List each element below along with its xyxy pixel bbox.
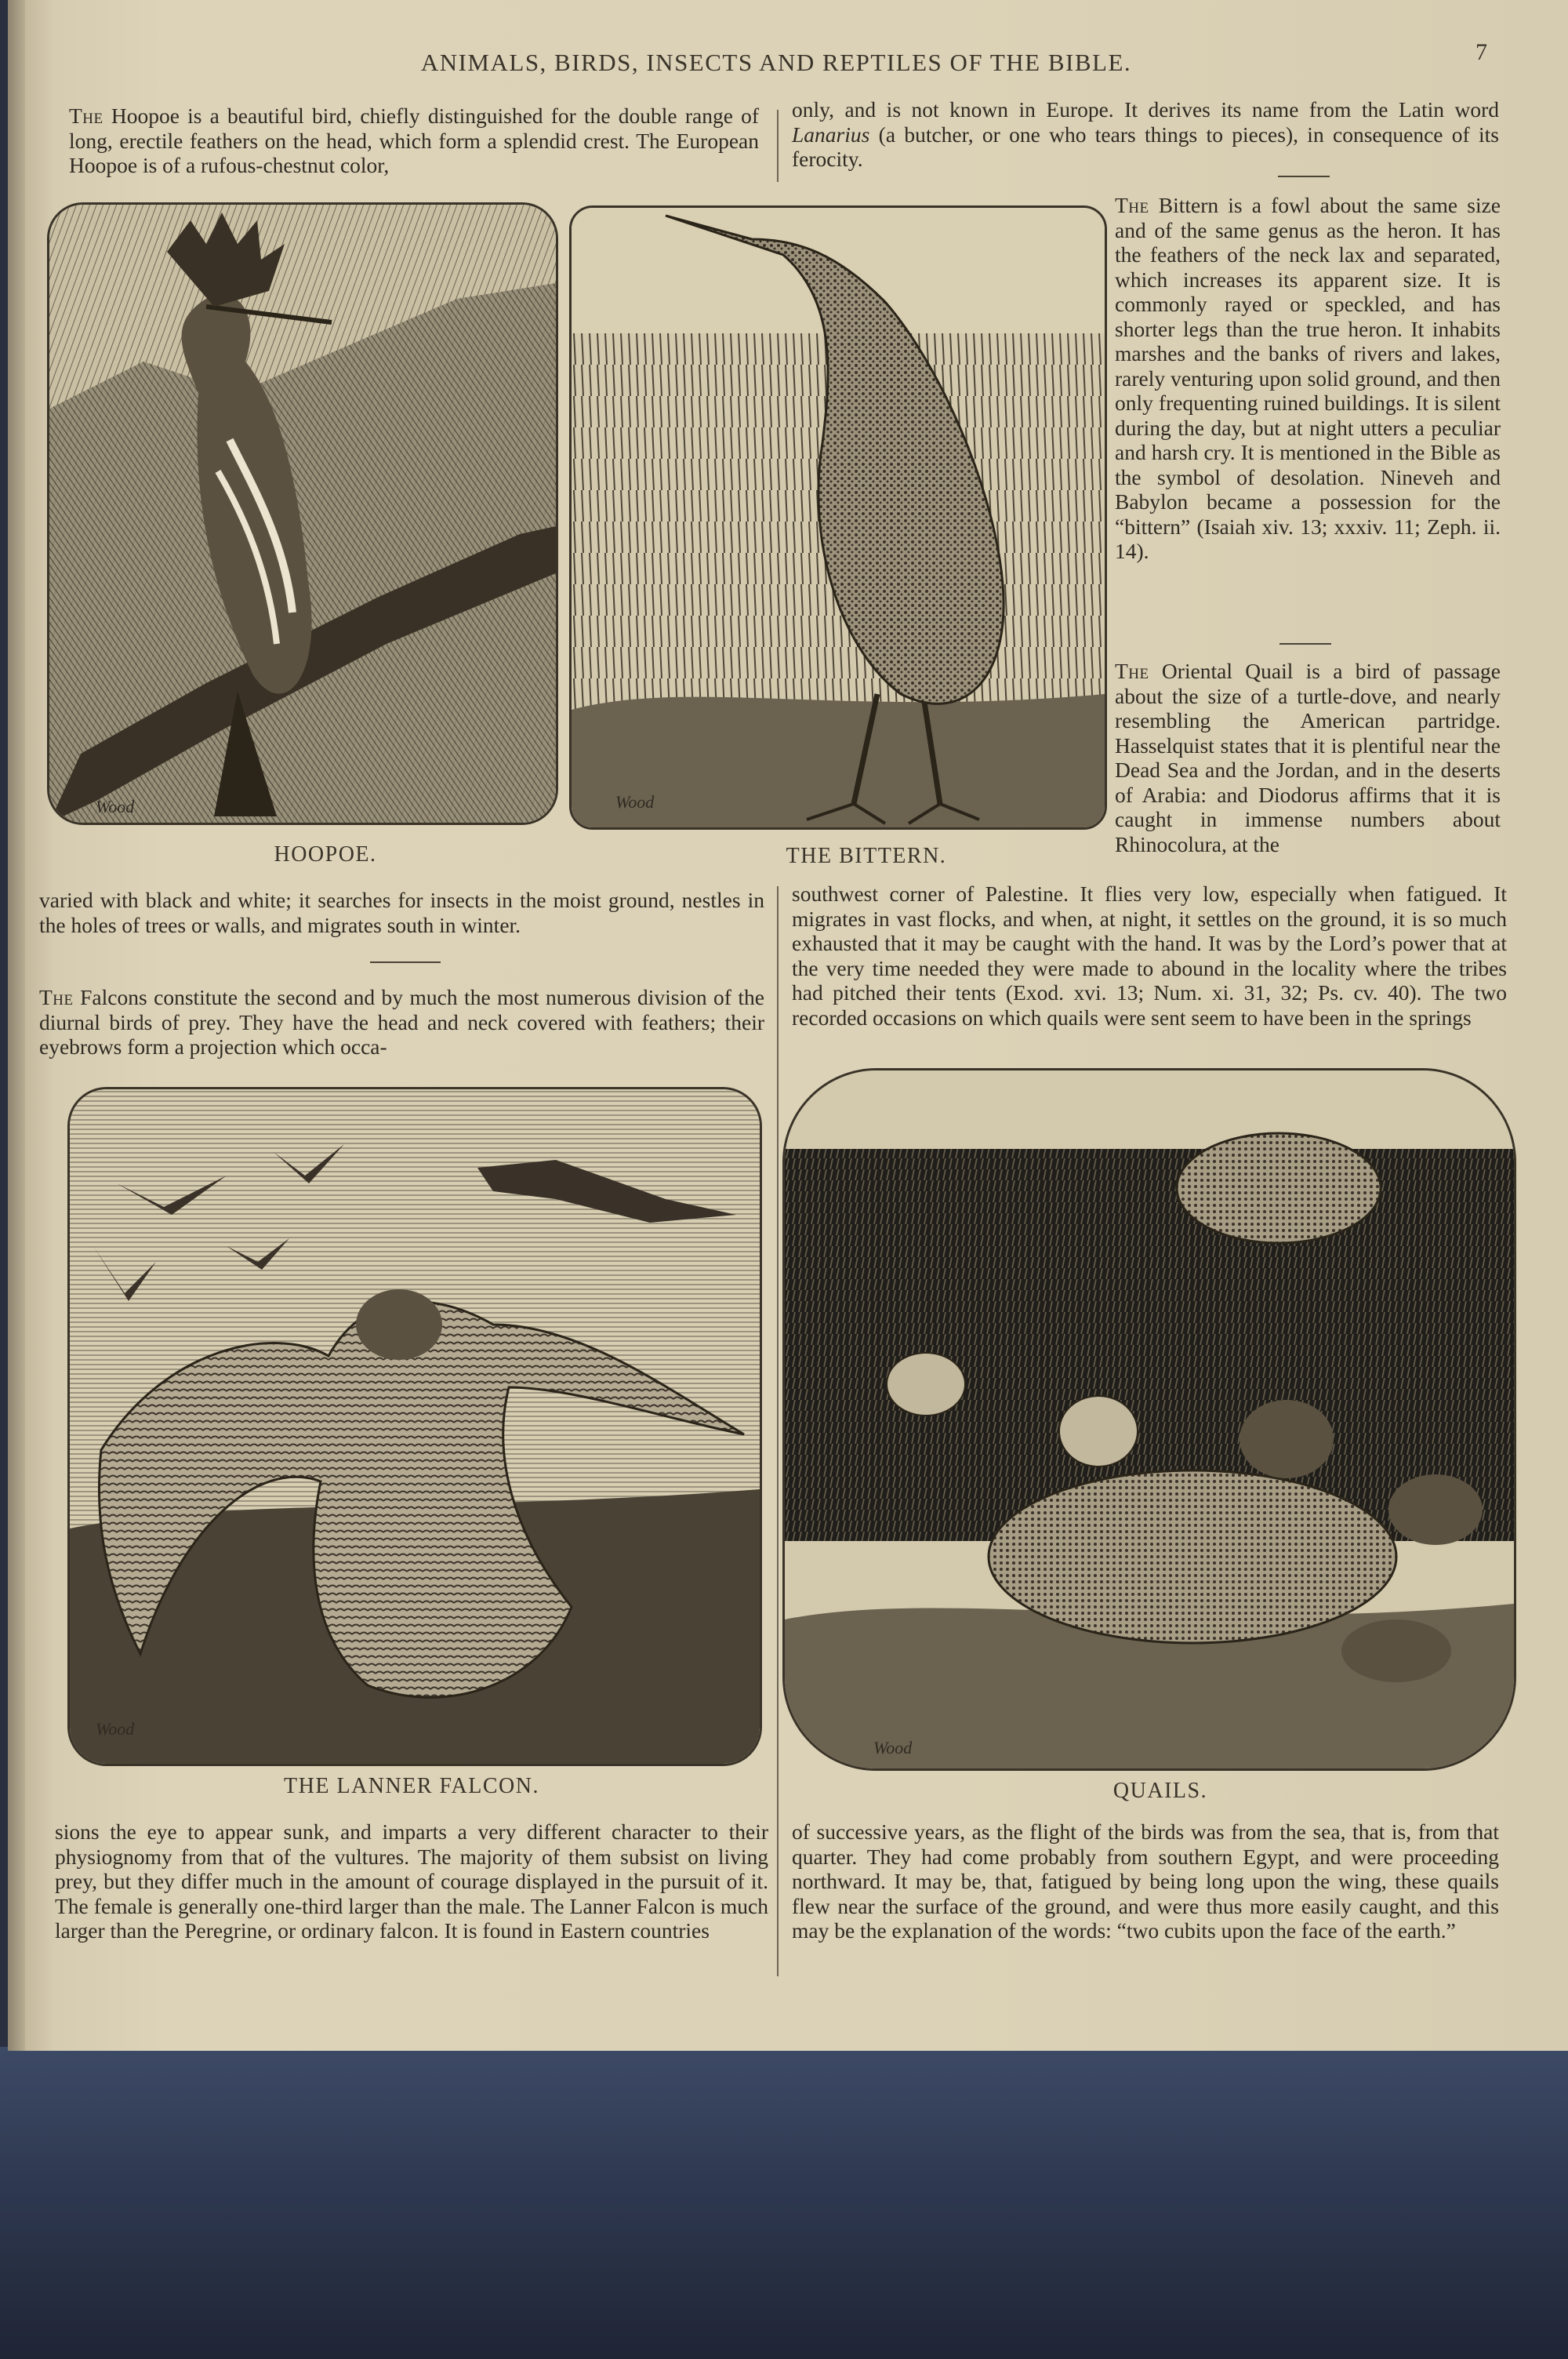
engraver-signature-quails: Wood — [873, 1738, 913, 1757]
paragraph-falcons-continued: sions the eye to appear sunk, and imparts a very different character to their physiognomy from that of the vultures. The majority of them subsist on living prey, but they differ much in the amount of courage displayed in the pursuit of it. The female is generally one-third larger than the male. The Lanner Falcon is much larger than the Peregrine, or ordinary falcon. It is found in Eastern countries — [55, 1819, 768, 1943]
paragraph-falcons-intro: The Falcons constitute the second and by much the most numerous division of the diurnal birds of prey. They have the head and neck covered with feathers; their eyebrows form a projection which occa- — [39, 985, 765, 1059]
paragraph-hoopoe-continued: varied with black and white; it searches for insects in the moist ground, nestles in the holes of trees or walls, and migrates south in winter. — [39, 888, 764, 937]
hoopoe-illustration — [47, 202, 558, 825]
column-rule-middle — [777, 886, 779, 1976]
latin-word: Lanarius — [792, 122, 870, 147]
caption-lanner-falcon: THE LANNER FALCON. — [284, 1774, 539, 1798]
lanner-falcon-illustration — [67, 1087, 762, 1766]
paragraph-lanner-continued: only, and is not known in Europe. It derives its name from the Latin word Lanarius (a butcher, or one who tears things to pieces), in consequence of its ferocity. — [792, 97, 1500, 171]
engraver-signature-lanner: Wood — [96, 1719, 135, 1739]
bittern-illustration — [569, 205, 1107, 830]
separator-rule — [1278, 176, 1330, 177]
quails-illustration — [782, 1068, 1516, 1771]
page-number: 7 — [1475, 39, 1487, 65]
book-page — [8, 0, 1568, 2051]
caption-hoopoe: HOOPOE. — [274, 842, 377, 867]
caption-quails: QUAILS. — [1112, 1779, 1208, 1803]
backdrop — [0, 2047, 1568, 2359]
page-spine-shadow — [8, 0, 25, 2051]
column-rule-top — [777, 110, 779, 182]
paragraph-hoopoe-intro: The Hoopoe is a beautiful bird, chiefly distinguished for the double range of long, erectile feathers on the head, which form a splendid crest. The European Hoopoe is of a rufous-chestnut color, — [69, 104, 759, 177]
paragraph-quail-intro: The Oriental Quail is a bird of passage about the size of a turtle-dove, and nearly resembling the American partridge. Hasselquist states that it is plentiful near the Dead Sea and the Jordan, and in the deserts of Arabia: and Diodorus affirms that it is caught in immense numbers about Rhinocolura, at the — [1115, 659, 1501, 856]
paragraph-quail-continued: southwest corner of Palestine. It flies very low, especially when fatigued. It migrates in vast flocks, and when, at night, it settles on the ground, it is so much exhausted that it may be caught with the hand. It was by the Lord’s power that at the very time needed they were made to abound in the locality where the tribes had pitched their tents (Exod. xvi. 13; Num. xi. 31, 32; Ps. cv. 40). The two recorded occasions on which quails were sent seem to have been in the springs — [792, 881, 1507, 1030]
caption-bittern: THE BITTERN. — [786, 844, 947, 868]
running-header: ANIMALS, BIRDS, INSECTS AND REPTILES OF THE BIBLE. — [420, 49, 1132, 76]
paragraph-quail-conclusion: of successive years, as the flight of the birds was from the sea, that is, from that quarter. They had come probably from southern Egypt, and were proceeding northward. It may be, that, fatigued by being long upon the wing, these quails flew near the surface of the ground, and were thus more easily caught, and this may be the explanation of the words: “two cubits upon the face of the earth.” — [792, 1819, 1499, 1943]
paragraph-bittern: The Bittern is a fowl about the same size and of the same genus as the heron. It has the feathers of the neck lax and separated, which increases its apparent size. It is commonly rayed or speckled, and has shorter legs than the true heron. It inhabits marshes and the banks of rivers and lakes, rarely venturing upon solid ground, and then only frequenting ruined buildings. It is silent during the day, but at night utters a peculiar and harsh cry. It is mentioned in the Bible as the symbol of desolation. Nineveh and Babylon became a possession for the “bittern” (Isaiah xiv. 13; xxxiv. 11; Zeph. ii. 14). — [1115, 193, 1501, 563]
separator-rule — [370, 961, 441, 963]
separator-rule — [1279, 643, 1331, 645]
engraver-signature-hoopoe: Wood — [96, 797, 135, 816]
engraver-signature-bittern: Wood — [615, 792, 655, 812]
